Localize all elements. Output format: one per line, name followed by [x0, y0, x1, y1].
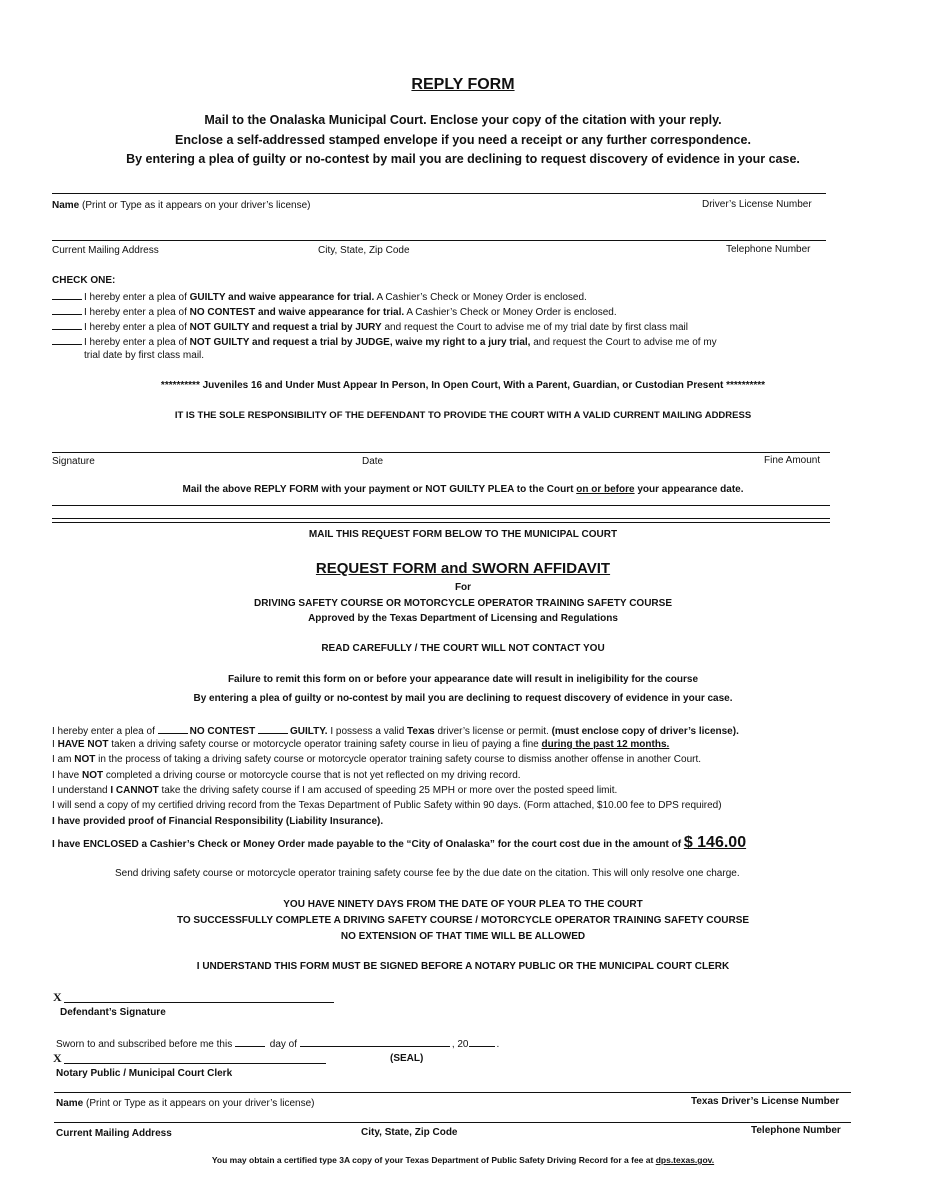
- request-phone-label: Telephone Number: [751, 1125, 841, 1136]
- course-name: DRIVING SAFETY COURSE OR MOTORCYCLE OPERATOR TRAINING SAFETY COURSE: [253, 598, 672, 609]
- sworn-statement[interactable]: Sworn to and subscribed before me this day of , 20 .: [56, 1039, 500, 1050]
- affidavit-line-not-in-process: I am NOT in the process of taking a driving safety course or motorcycle operator training safety course to dismiss another offense in another Court.: [52, 754, 702, 765]
- name-label: Name (Print or Type as it appears on your driver’s license): [52, 200, 311, 211]
- request-plea-line[interactable]: I hereby enter a plea of NO CONTEST GUILTY. I possess a valid Texas driver’s license or permit. (must enclose copy of driver’s license).: [52, 726, 739, 737]
- reply-form-title: REPLY FORM: [411, 76, 515, 93]
- request-address-line[interactable]: [54, 1122, 851, 1123]
- plea-option-jury-trial[interactable]: I hereby enter a plea of NOT GUILTY and request a trial by JURY and request the Court to advise me of my trial date by first class mail: [52, 320, 688, 333]
- divider-bottom-2: [52, 522, 830, 523]
- affidavit-line-enclosed: I have ENCLOSED a Cashier’s Check or Money Order made payable to the “City of Onalaska” for the court cost due in the amount of $ 146.00: [52, 834, 747, 851]
- affidavit-line-insurance: I have provided proof of Financial Responsibility (Liability Insurance).: [52, 816, 384, 827]
- ninety-days-line-2: TO SUCCESSFULLY COMPLETE A DRIVING SAFETY COURSE / MOTORCYCLE OPERATOR TRAINING SAFETY COURSE: [176, 915, 750, 926]
- signature-line[interactable]: [52, 452, 830, 453]
- address-line[interactable]: [52, 240, 826, 241]
- mail-request-heading: MAIL THIS REQUEST FORM BELOW TO THE MUNICIPAL COURT: [308, 529, 618, 540]
- read-carefully: READ CAREFULLY / THE COURT WILL NOT CONTACT YOU: [321, 643, 605, 654]
- reply-intro-line-1: Mail to the Onalaska Municipal Court. Enclose your copy of the citation with your reply.: [204, 113, 722, 127]
- request-city-label: City, State, Zip Code: [361, 1127, 458, 1138]
- name-signature-line[interactable]: [52, 193, 826, 194]
- affidavit-line-cannot: I understand I CANNOT take the driving safety course if I am accused of speeding 25 MPH or more over the posted speed limit.: [52, 785, 618, 796]
- reply-intro-line-2: Enclose a self-addressed stamped envelope if you need a receipt or any further correspondence.: [175, 133, 751, 147]
- check-one-heading: CHECK ONE:: [52, 275, 116, 286]
- juveniles-notice: ********** Juveniles 16 and Under Must Appear In Person, In Open Court, With a Parent, Guardian, or Custodian Present **********: [160, 380, 766, 391]
- affidavit-line-driving-record: I will send a copy of my certified driving record from the Texas Department of Public Safety within 90 days. (Form attached, $10.00 fee to DPS required): [52, 800, 722, 811]
- request-for: For: [454, 582, 472, 593]
- date-label: Date: [362, 456, 384, 467]
- plea-option-judge-trial-cont: trial date by first class mail.: [84, 350, 205, 361]
- x-mark-notary: X: [53, 1051, 62, 1065]
- dps-link[interactable]: dps.texas.gov.: [655, 1155, 715, 1165]
- failure-notice: Failure to remit this form on or before your appearance date will result in ineligibility for the course: [227, 674, 699, 685]
- ninety-days-line-1: YOU HAVE NINETY DAYS FROM THE DATE OF YOUR PLEA TO THE COURT: [283, 899, 643, 910]
- notary-notice: I UNDERSTAND THIS FORM MUST BE SIGNED BEFORE A NOTARY PUBLIC OR THE MUNICIPAL COURT CLERK: [196, 961, 730, 972]
- responsibility-notice: IT IS THE SOLE RESPONSIBILITY OF THE DEFENDANT TO PROVIDE THE COURT WITH A VALID CURRENT MAILING ADDRESS: [174, 410, 752, 421]
- plea-option-guilty[interactable]: I hereby enter a plea of GUILTY and waive appearance for trial. A Cashier’s Check or Money Order is enclosed.: [52, 290, 587, 303]
- footer-note: You may obtain a certified type 3A copy of your Texas Department of Public Safety Driving Record for a fee at dps.texas.gov.: [211, 1155, 715, 1165]
- plea-option-no-contest[interactable]: I hereby enter a plea of NO CONTEST and waive appearance for trial. A Cashier’s Check or Money Order is enclosed.: [52, 305, 617, 318]
- divider-bottom-1: [52, 518, 830, 519]
- address-label: Current Mailing Address: [52, 245, 159, 256]
- seal-label: (SEAL): [390, 1053, 424, 1064]
- court-cost-amount: $ 146.00: [683, 834, 747, 851]
- request-name-line[interactable]: [54, 1092, 851, 1093]
- send-fee-notice: Send driving safety course or motorcycle operator training safety course fee by the due date on the citation. This will only resolve one charge.: [115, 868, 740, 879]
- signature-label: Signature: [52, 456, 95, 467]
- reply-intro-line-3: By entering a plea of guilty or no-contest by mail you are declining to request discovery of evidence in your case.: [126, 152, 800, 166]
- divider-top: [52, 505, 830, 506]
- x-mark-defendant: X: [53, 990, 62, 1004]
- request-name-label: Name (Print or Type as it appears on your driver’s license): [56, 1098, 315, 1109]
- notary-signature-line[interactable]: [64, 1063, 326, 1064]
- mail-reply-instruction: Mail the above REPLY FORM with your payment or NOT GUILTY PLEA to the Court on or before your appearance date.: [182, 484, 744, 495]
- plea-option-judge-trial[interactable]: I hereby enter a plea of NOT GUILTY and request a trial by JUDGE, waive my right to a jury trial, and request the Court to advise me of my: [52, 335, 717, 348]
- texas-dl-label: Texas Driver’s License Number: [691, 1096, 840, 1107]
- defendant-signature-line[interactable]: [64, 1002, 334, 1003]
- telephone-label: Telephone Number: [726, 244, 811, 255]
- defendant-signature-label: Defendant’s Signature: [60, 1007, 166, 1018]
- ninety-days-line-3: NO EXTENSION OF THAT TIME WILL BE ALLOWED: [340, 931, 586, 942]
- city-state-zip-label: City, State, Zip Code: [318, 245, 410, 256]
- affidavit-line-not-completed: I have NOT completed a driving course or motorcycle course that is not yet reflected on my driving record.: [52, 770, 521, 781]
- fine-amount-label: Fine Amount: [764, 455, 821, 466]
- affidavit-line-have-not: I HAVE NOT taken a driving safety course or motorcycle operator training safety course in lieu of paying a fine during the past 12 months.: [52, 739, 670, 750]
- drivers-license-label: Driver’s License Number: [702, 199, 812, 210]
- approved-by: Approved by the Texas Department of Licensing and Regulations: [308, 613, 618, 624]
- notary-label: Notary Public / Municipal Court Clerk: [56, 1068, 233, 1079]
- request-form-title: REQUEST FORM and SWORN AFFIDAVIT: [315, 560, 611, 577]
- request-address-label: Current Mailing Address: [56, 1128, 172, 1139]
- declining-notice: By entering a plea of guilty or no-contest by mail you are declining to request discovery of evidence in your case.: [193, 693, 733, 704]
